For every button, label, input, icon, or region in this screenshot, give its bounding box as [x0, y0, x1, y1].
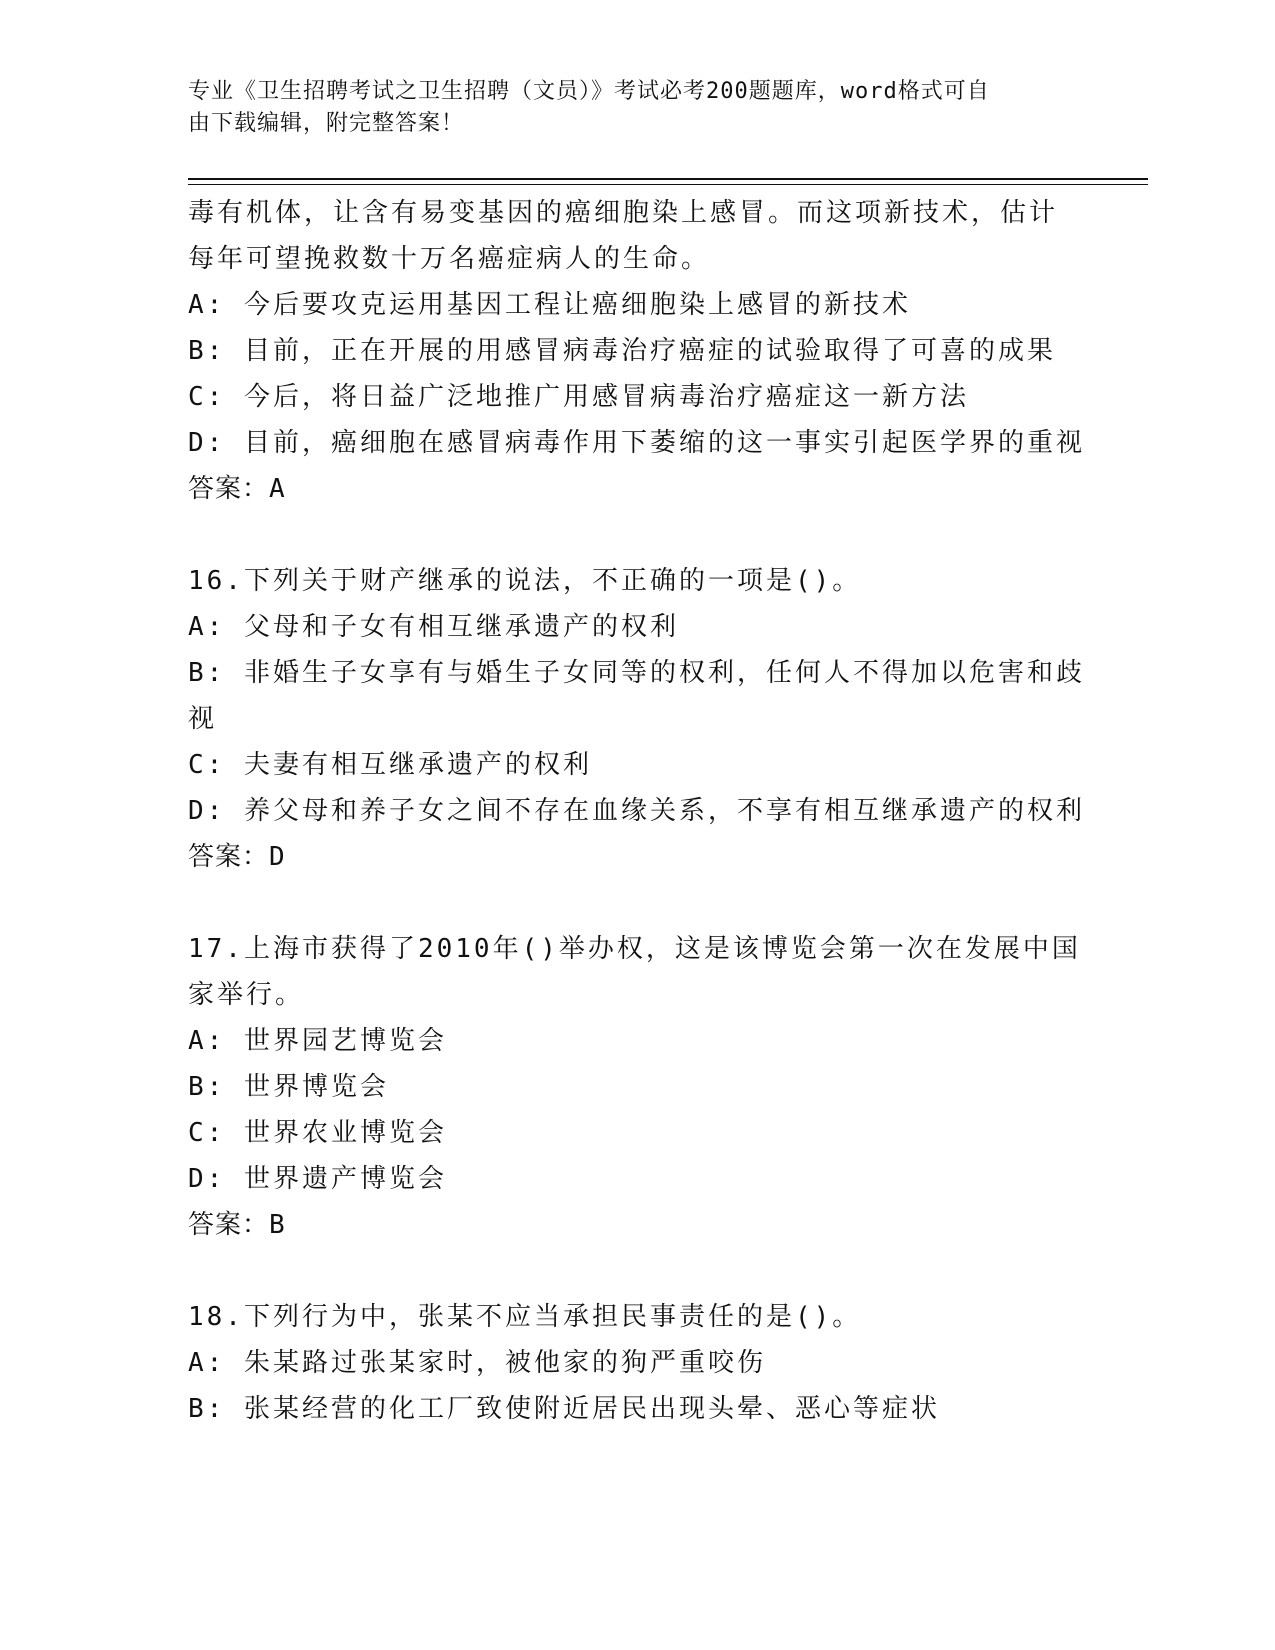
question-16: [188, 558, 1088, 880]
option-b: B: 张某经营的化工厂致使附近居民出现头晕、恶心等症状: [188, 1394, 940, 1424]
option-a: A: 世界园艺博览会: [188, 1026, 447, 1056]
option-c: C: 今后，将日益广泛地推广用感冒病毒治疗癌症这一新方法: [188, 382, 969, 412]
option-a: A: 今后要攻克运用基因工程让癌细胞染上感冒的新技术: [188, 290, 911, 320]
option-c: C: 夫妻有相互继承遗产的权利: [188, 750, 592, 780]
document-header: [188, 76, 1088, 140]
header-title-line-2: 由下载编辑，附完整答案！: [188, 111, 465, 136]
option-a: A: 朱某路过张某家时，被他家的狗严重咬伤: [188, 1348, 766, 1378]
question-stem-line: 16.下列关于财产继承的说法，不正确的一项是()。: [188, 566, 862, 596]
header-title-line-1: 专业《卫生招聘考试之卫生招聘（文员）》考试必考200题题库，word格式可自: [188, 79, 990, 104]
answer-line: 答案：B: [188, 1210, 286, 1240]
question-stem-line: 18.下列行为中，张某不应当承担民事责任的是()。: [188, 1302, 862, 1332]
question-17: [188, 926, 1088, 1248]
option-d: D: 世界遗产博览会: [188, 1164, 447, 1194]
header-rule-thin: [188, 184, 1148, 185]
question-stem-line: 17.上海市获得了2010年()举办权，这是该博览会第一次在发展中国: [188, 934, 1081, 964]
document-body: [188, 190, 1088, 1432]
answer-line: 答案：D: [188, 842, 286, 872]
option-b: B: 世界博览会: [188, 1072, 389, 1102]
option-d: D: 养父母和养子女之间不存在血缘关系，不享有相互继承遗产的权利: [188, 796, 1085, 826]
option-b: B: 目前，正在开展的用感冒病毒治疗癌症的试验取得了可喜的成果: [188, 336, 1056, 366]
question-18: [188, 1294, 1088, 1432]
option-c: C: 世界农业博览会: [188, 1118, 447, 1148]
question-stem-line: 每年可望挽救数十万名癌症病人的生命。: [188, 244, 711, 274]
header-rule-thick: [188, 178, 1148, 180]
question-stem-line: 毒有机体，让含有易变基因的癌细胞染上感冒。而这项新技术，估计: [188, 198, 1059, 228]
option-b: B: 非婚生子女享有与婚生子女同等的权利，任何人不得加以危害和歧: [188, 658, 1085, 688]
question-continuation: [188, 190, 1088, 512]
option-d: D: 目前，癌细胞在感冒病毒作用下萎缩的这一事实引起医学界的重视: [188, 428, 1085, 458]
option-a: A: 父母和子女有相互继承遗产的权利: [188, 612, 679, 642]
question-stem-line: 家举行。: [188, 980, 305, 1010]
answer-line: 答案：A: [188, 474, 286, 504]
option-b-continued: 视: [188, 704, 218, 734]
